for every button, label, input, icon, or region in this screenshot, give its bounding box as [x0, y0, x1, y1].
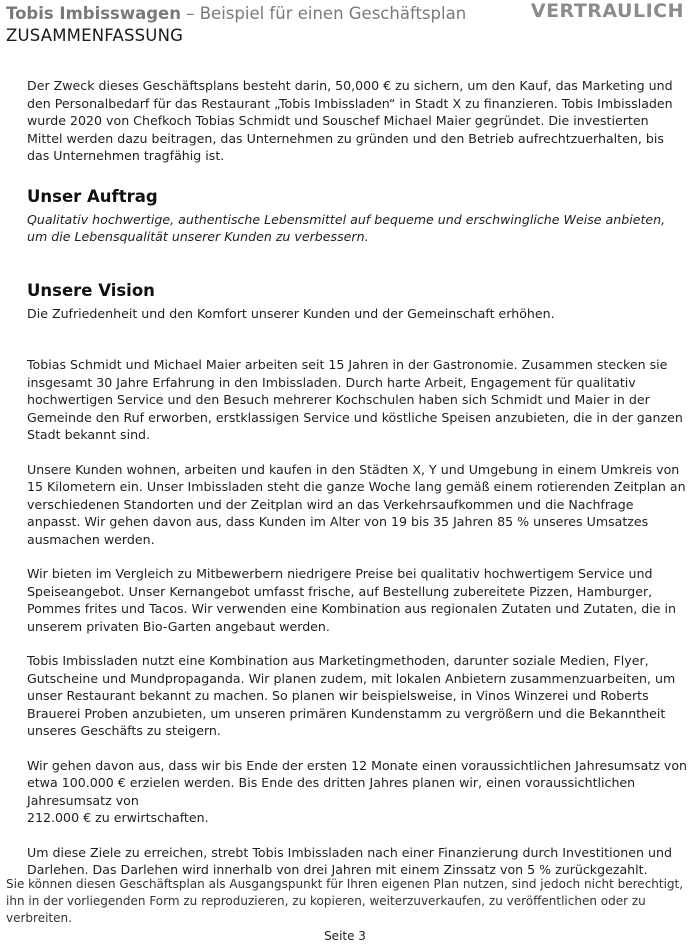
- section-title: ZUSAMMENFASSUNG: [6, 26, 184, 45]
- document-subtitle: – Beispiel für einen Geschäftsplan: [181, 4, 467, 23]
- summary-paragraphs: [27, 356, 687, 879]
- disclaimer-note: Sie können diesen Geschäftsplan als Ausgangspunkt für Ihren eigenen Plan nutzen, sind jedoch nicht berechtigt, ihn in der vorliegenden Form zu reproduzieren, zu kopieren, weiterzuverkaufen, zu veröffentlichen oder zu verbreiten.: [6, 877, 684, 925]
- document-body: [27, 77, 687, 879]
- mission-text: Qualitativ hochwertige, authentische Lebensmittel auf bequeme und erschwingliche Weise anbieten, um die Lebensqualität unserer Kunden zu verbessern.: [27, 211, 666, 244]
- revenue-paragraph: [27, 757, 687, 827]
- page-number: Seite 3: [324, 929, 366, 943]
- funding-paragraph: Um diese Ziele zu erreichen, strebt Tobis Imbissladen nach einer Finanzierung durch Investitionen und Darlehen. Das Darlehen wird innerhalb von drei Jahren mit einem Zinssatz von 5 % zurückgezahlt.: [27, 844, 672, 877]
- team-paragraph: Tobias Schmidt und Michael Maier arbeiten seit 15 Jahren in der Gastronomie. Zusammen stecken sie insgesamt 30 Jahre Erfahrung in den Imbissladen. Durch harte Arbeit, Engagement für qualitativ hochwertigen Service und den Besuch mehrerer Kochschulen haben sich Schmidt und Maier in der Gemeinde den Ruf erworben, erstklassigen Service und köstliche Speisen anzubieten, die in der ganzen Stadt bekannt sind.: [27, 357, 683, 442]
- vision-heading: Unsere Vision: [27, 280, 155, 300]
- brand-name: Tobis Imbisswagen: [6, 4, 181, 23]
- revenue-target: 212.000 € zu erwirtschaften.: [27, 810, 209, 825]
- customers-paragraph: Unsere Kunden wohnen, arbeiten und kaufen in den Städten X, Y und Umgebung in einem Umkreis von 15 Kilometern ein. Unser Imbissladen steht die ganze Woche lang gemäß einem rotierenden Zeitplan an verschiedenen Standorten und der Zeitplan wird an das Verkehrsaufkommen und die Nachfrage anpasst. Wir gehen davon aus, dass Kunden im Alter von 19 bis 35 Jahren 85 % unseres Umsatzes ausmachen werden.: [27, 461, 686, 547]
- revenue-text: Wir gehen davon aus, dass wir bis Ende der ersten 12 Monate einen voraussichtlichen Jahresumsatz von etwa 100.000 € erzielen werden. Bis Ende des dritten Jahres planen wir, einen voraussichtlichen Jahresumsatz von: [27, 757, 688, 808]
- offer-paragraph: Wir bieten im Vergleich zu Mitbewerbern niedrigere Preise bei qualitativ hochwertigem Service und Speiseangebot. Unser Kernangebot umfasst frische, auf Bestellung zubereitete Pizzen, Hamburger, Pommes frites und Tacos. Wir verwenden eine Kombination aus regionalen Zutaten und Zutaten, die in unserem privaten Bio-Garten angebaut werden.: [27, 566, 677, 634]
- marketing-paragraph: Tobis Imbissladen nutzt eine Kombination aus Marketingmethoden, darunter soziale Medien, Flyer, Gutscheine und Mundpropaganda. Wir planen zudem, mit lokalen Anbietern zusammenzuarbeiten, um unser Restaurant bekannt zu machen. So planen wir beispielsweise, in Vinos Winzerei und Roberts Brauerei Proben anzubieten, um unseren primären Kundenstamm zu vergrößern und die Bekanntheit unseres Geschäfts zu steigern.: [27, 653, 676, 738]
- intro-paragraph: Der Zweck dieses Geschäftsplans besteht darin, 50,000 € zu sichern, um den Kauf, das Marketing und den Personalbedarf für das Restaurant „Tobis Imbissladen“ in Stadt X zu finanzieren. Tobis Imbissladen wurde 2020 von Chefkoch Tobias Schmidt und Souschef Michael Maier gegründet. Die investierten Mittel werden dazu beitragen, das Unternehmen zu gründen und den Betrieb aufrechtzuerhalten, bis das Unternehmen tragfähig ist.: [27, 78, 673, 163]
- confidential-label: VERTRAULICH: [530, 0, 684, 22]
- vision-text: Die Zufriedenheit und den Komfort unserer Kunden und der Gemeinschaft erhöhen.: [27, 305, 555, 321]
- mission-heading: Unser Auftrag: [27, 186, 158, 206]
